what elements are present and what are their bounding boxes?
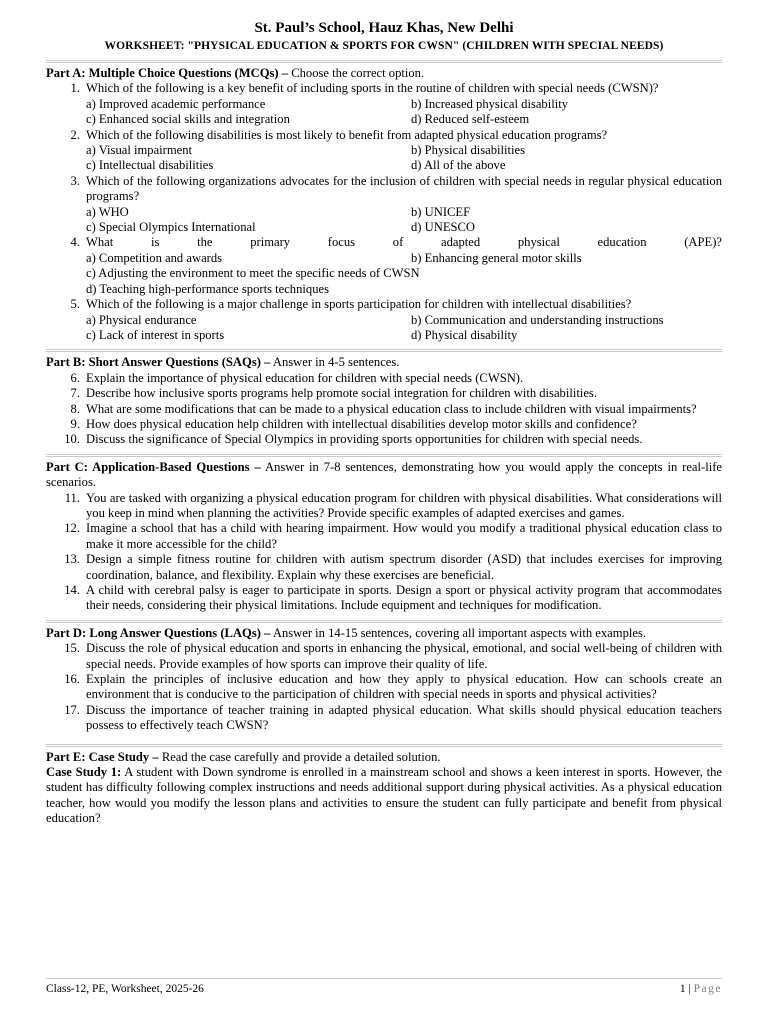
part-d-instruction: Answer in 14-15 sentences, covering all important aspects with examples. xyxy=(272,625,647,640)
part-a-label: Part A: Multiple Choice Questions (MCQs) – xyxy=(46,66,289,80)
question-text: Describe how inclusive sports programs help promote social integration for children with disabilities. xyxy=(86,386,597,401)
question-number: 3. xyxy=(70,173,80,188)
option-a: a) Improved academic performance xyxy=(86,96,266,111)
option-d: d) Teaching high-performance sports techniques xyxy=(86,281,329,296)
option-d: d) Reduced self-esteem xyxy=(411,112,530,127)
part-c-section xyxy=(46,454,722,614)
question-number: 4. xyxy=(70,235,80,250)
question xyxy=(46,81,722,127)
part-c-instruction: Answer in 7-8 sentences, demonstrating how you would apply the concepts in real-life scenarios. xyxy=(46,459,722,490)
part-b-questions xyxy=(46,371,722,448)
question-text: What is the primary focus of adapted physical education (APE)? xyxy=(86,235,722,250)
part-b-heading xyxy=(46,349,722,370)
options xyxy=(86,313,722,344)
question-text: Which of the following is a major challenge in sports participation for children with intellectual disabilities? xyxy=(86,297,632,312)
part-e-heading xyxy=(46,744,722,765)
options xyxy=(86,97,722,128)
question xyxy=(46,491,722,522)
question xyxy=(46,583,722,614)
case-study xyxy=(46,765,722,827)
question-number: 10. xyxy=(64,432,80,447)
question-text: Discuss the importance of teacher training in adapted physical education. What skills should physical education teachers possess to effectively teach CWSN? xyxy=(86,702,722,733)
question xyxy=(46,521,722,552)
footer-class-info: Class-12, PE, Worksheet, 2025-26 xyxy=(46,983,204,995)
question-number: 11. xyxy=(64,490,80,505)
question xyxy=(46,417,722,432)
option-a: a) WHO xyxy=(86,204,129,219)
part-b-instruction: Answer in 4-5 sentences. xyxy=(272,355,400,370)
question-number: 17. xyxy=(64,702,80,717)
option-d: d) All of the above xyxy=(411,158,506,173)
page-footer xyxy=(46,978,722,995)
question xyxy=(46,672,722,703)
worksheet-title: WORKSHEET: "PHYSICAL EDUCATION & SPORTS FOR CWSN" (CHILDREN WITH SPECIAL NEEDS) xyxy=(104,40,664,52)
question-text: Which of the following is a key benefit of including sports in the routine of children with special needs (CWSN)? xyxy=(86,81,659,96)
option-b: b) Physical disabilities xyxy=(411,143,526,158)
part-d-section xyxy=(46,620,722,734)
page-separator: | xyxy=(688,983,691,995)
question-text: Explain the principles of inclusive education and how they apply to physical education. How can schools create an environment that is conducive to the participation of children with special needs in sports and physical activities? xyxy=(86,672,722,702)
part-e-label: Part E: Case Study – xyxy=(46,749,159,764)
option-c: c) Lack of interest in sports xyxy=(86,327,225,342)
question xyxy=(46,552,722,583)
part-d-questions xyxy=(46,641,722,733)
case-study-label: Case Study 1: xyxy=(46,765,122,780)
question xyxy=(46,297,722,343)
question-text: Explain the importance of physical education for children with special needs (CWSN). xyxy=(86,370,524,385)
option-d: d) Physical disability xyxy=(411,327,518,342)
part-d-heading xyxy=(46,620,722,641)
question xyxy=(46,432,722,447)
question-number: 15. xyxy=(64,641,80,656)
part-d-label: Part D: Long Answer Questions (LAQs) – xyxy=(46,625,271,640)
part-a-section xyxy=(46,60,722,343)
option-d: d) UNESCO xyxy=(411,220,476,235)
question-number: 16. xyxy=(64,672,80,687)
part-e-instruction: Read the case carefully and provide a detailed solution. xyxy=(161,749,441,764)
part-a-questions xyxy=(46,81,722,343)
part-c-label: Part C: Application-Based Questions – xyxy=(46,459,261,474)
question-text: What are some modifications that can be made to a physical education class to include children with visual impairments? xyxy=(86,401,697,416)
question-number: 2. xyxy=(70,127,80,142)
options xyxy=(86,205,722,236)
option-c: c) Intellectual disabilities xyxy=(86,158,214,173)
question-number: 7. xyxy=(70,386,80,401)
option-b: b) Communication and understanding instructions xyxy=(411,312,664,327)
part-a-instruction: Choose the correct option. xyxy=(291,66,425,80)
question-text: Design a simple fitness routine for children with autism spectrum disorder (ASD) that includes exercises for improving coordination, balance, and flexibility. Explain why these exercises are beneficial. xyxy=(86,552,722,582)
option-b: b) Enhancing general motor skills xyxy=(411,250,582,265)
case-study-text: A student with Down syndrome is enrolled in a mainstream school and shows a keen interest in sports. However, the student has difficulty following complex instructions and needs additional support during physical activities. As a physical education teacher, how would you modify the lesson plans and activities to ensure the student can fully participate and benefit from physical education? xyxy=(46,765,722,826)
question-number: 9. xyxy=(70,416,80,431)
question-number: 8. xyxy=(70,401,80,416)
option-b: b) Increased physical disability xyxy=(411,96,569,111)
question-text: Which of the following organizations advocates for the inclusion of children with special needs in regular physical education programs? xyxy=(86,173,722,204)
question xyxy=(46,174,722,236)
question xyxy=(46,235,722,297)
part-c-heading xyxy=(46,454,722,491)
question xyxy=(46,703,722,734)
question-text: A child with cerebral palsy is eager to participate in sports. Design a sport or physical activity program that accommodates their needs, considering their physical limitations. Include equipment and techniques for modification. xyxy=(86,583,722,613)
page-number-value: 1 xyxy=(679,983,686,995)
question xyxy=(46,128,722,174)
question xyxy=(46,641,722,672)
page-number xyxy=(680,983,722,995)
question-text: You are tasked with organizing a physical education program for children with physical disabilities. What considerations will you keep in mind when planning the activities? Provide specific examples of adapted exercises and games. xyxy=(86,490,722,520)
part-b-label: Part B: Short Answer Questions (SAQs) – xyxy=(46,355,271,370)
part-e-section xyxy=(46,744,722,827)
option-c: c) Enhanced social skills and integration xyxy=(86,112,290,127)
question-text: Imagine a school that has a child with hearing impairment. How would you modify a traditional physical education class to make it more accessible for the child? xyxy=(86,521,722,551)
question-text: Discuss the significance of Special Olympics in providing sports opportunities for children with special needs. xyxy=(86,432,643,447)
option-a: a) Physical endurance xyxy=(86,312,197,327)
option-b: b) UNICEF xyxy=(411,204,471,219)
part-b-section xyxy=(46,349,722,447)
question xyxy=(46,402,722,417)
question-number: 5. xyxy=(70,297,80,312)
question xyxy=(46,386,722,401)
question-text: Which of the following disabilities is most likely to benefit from adapted physical education programs? xyxy=(86,127,608,142)
question-number: 14. xyxy=(64,583,80,597)
option-c: c) Special Olympics International xyxy=(86,220,256,235)
question-number: 13. xyxy=(64,552,80,567)
part-c-questions xyxy=(46,491,722,614)
option-c: c) Adjusting the environment to meet the specific needs of CWSN xyxy=(86,266,420,281)
question-text: How does physical education help children with intellectual disabilities develop motor skills and confidence? xyxy=(86,416,637,431)
question-number: 6. xyxy=(70,370,80,385)
options xyxy=(86,251,722,297)
question-text: Discuss the role of physical education and sports in enhancing the physical, emotional, and social well-being of children with special needs. Provide examples of how sports can improve their quality of life. xyxy=(86,641,722,671)
options xyxy=(86,143,722,174)
question xyxy=(46,371,722,386)
question-number: 1. xyxy=(70,81,80,96)
part-a-heading xyxy=(46,60,722,81)
page-label: Page xyxy=(693,983,722,995)
school-name: St. Paul’s School, Hauz Khas, New Delhi xyxy=(254,20,514,36)
question-number: 12. xyxy=(64,521,80,536)
option-a: a) Visual impairment xyxy=(86,143,193,158)
option-a: a) Competition and awards xyxy=(86,250,223,265)
